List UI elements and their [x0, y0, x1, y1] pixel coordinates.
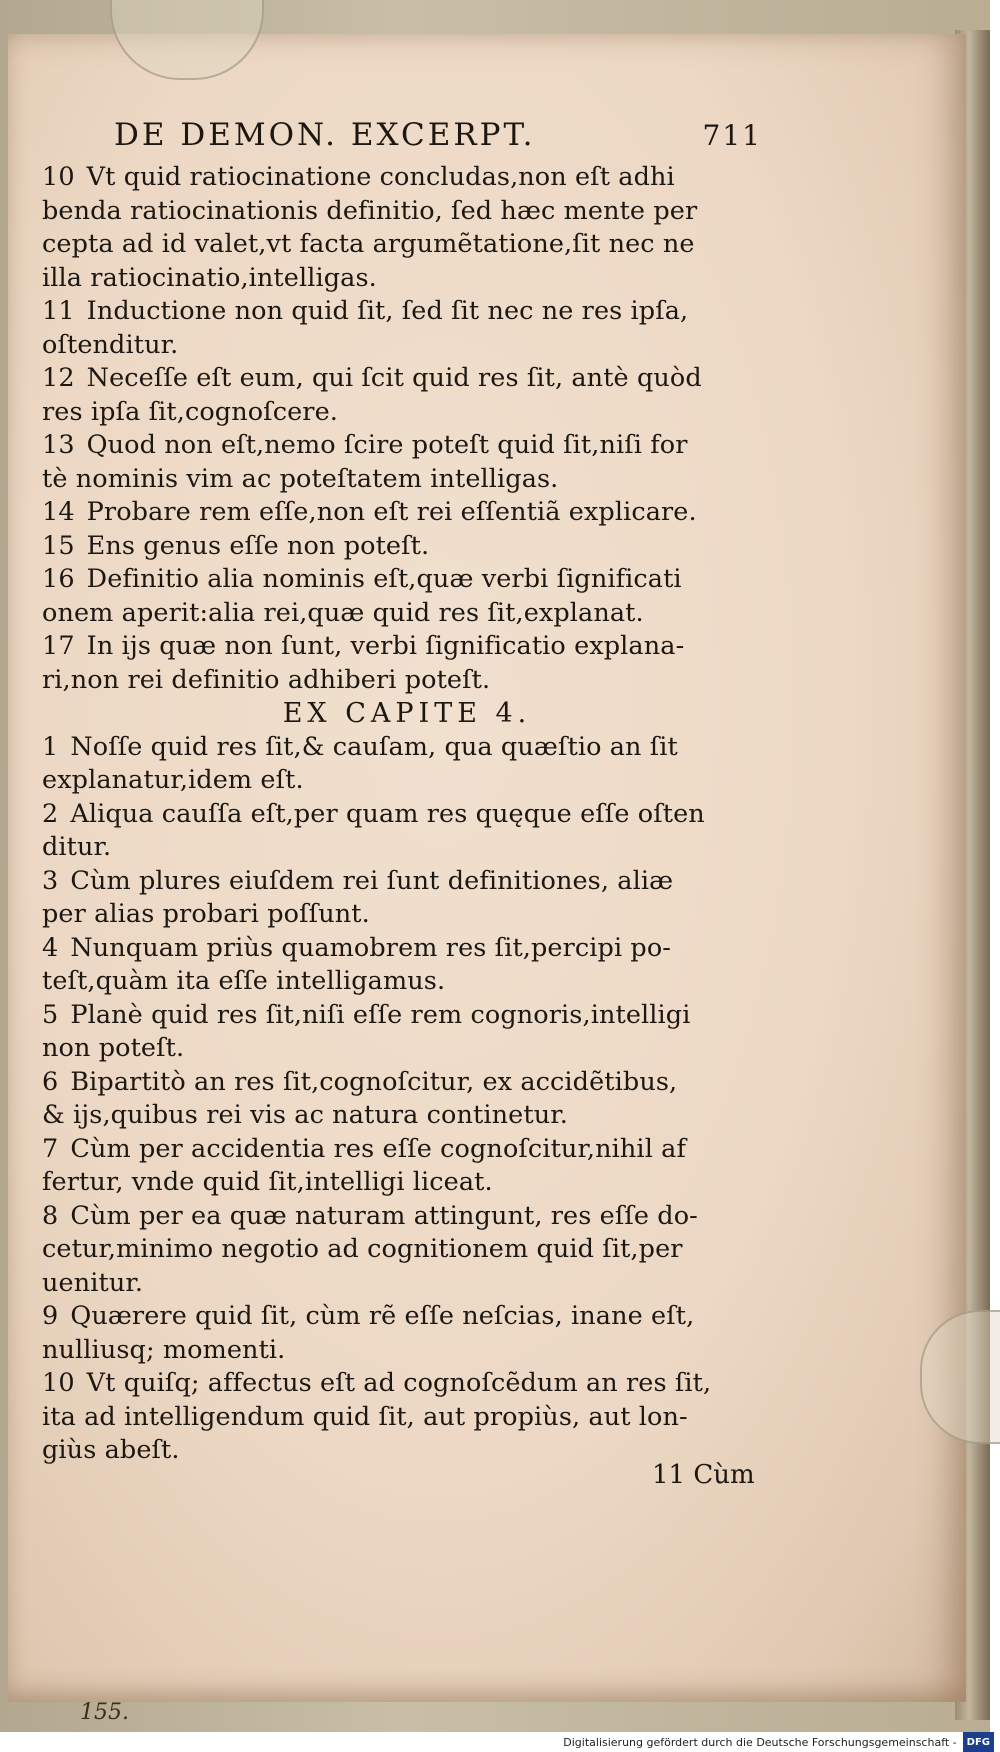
item-number: 4 — [42, 932, 59, 963]
text-line — [42, 295, 762, 329]
section-heading: EX CAPITE 4. — [282, 698, 532, 729]
item-number: 1 — [42, 731, 59, 762]
text-line — [42, 195, 762, 229]
line-text: Cùm per ea quæ naturam attingunt, res eſſe do- — [70, 1200, 698, 1231]
line-text: Neceſſe eſt eum, qui ſcit quid res ſit, antè quòd — [86, 363, 702, 393]
text-line — [42, 1233, 762, 1267]
line-text: cetur,minimo negotio ad cognitionem quid ſit,per — [42, 1234, 683, 1264]
line-text: teſt,quàm ita eſſe intelligamus. — [42, 966, 446, 996]
line-text: Cùm per accidentia res eſſe cognoſcitur,nihil af — [70, 1133, 686, 1164]
text-line — [42, 1367, 762, 1401]
text-line — [42, 563, 762, 597]
text-line — [42, 664, 762, 698]
item-number: 8 — [42, 1200, 59, 1231]
text-line — [42, 1032, 762, 1066]
text-line — [42, 865, 762, 899]
text-line — [42, 898, 762, 932]
line-text: In ijs quæ non ſunt, verbi ſignificatio explana- — [86, 631, 685, 661]
item-number: 10 — [42, 1368, 75, 1398]
line-text: Bipartitò an res ſit,cognoſcitur, ex accidẽtibus, — [70, 1066, 678, 1097]
line-text: Cùm plures eiuſdem rei ſunt definitiones, aliæ — [70, 865, 674, 896]
text-line — [42, 1200, 762, 1234]
item-number: 2 — [42, 798, 59, 829]
text-line — [42, 1133, 762, 1167]
item-number: 16 — [42, 564, 75, 594]
running-title: DE DEMON. EXCERPT. — [114, 117, 536, 153]
line-text: onem aperit:alia rei,quæ quid res ſit,explanat. — [42, 597, 644, 628]
line-text: ditur. — [42, 832, 112, 862]
line-text: cepta ad id valet,vt facta argumẽtatione,ſit nec ne — [42, 229, 695, 259]
text-line — [42, 597, 762, 631]
item-number: 3 — [42, 865, 59, 896]
line-text: fertur, vnde quid ſit,intelligi liceat. — [42, 1167, 493, 1197]
text-line — [42, 161, 762, 195]
item-number: 6 — [42, 1066, 59, 1097]
line-text: illa ratiocinatio,intelligas. — [42, 262, 377, 293]
line-text: ita ad intelligendum quid ſit, aut propiùs, aut lon- — [42, 1401, 688, 1432]
line-text: non poteſt. — [42, 1033, 185, 1063]
line-text: ri,non rei definitio adhiberi poteſt. — [42, 664, 491, 695]
text-line — [42, 798, 762, 832]
page-number: 711 — [702, 119, 762, 152]
text-line — [42, 731, 762, 765]
item-number: 15 — [42, 530, 75, 561]
text-line — [42, 1166, 762, 1200]
bottom-mark: 155. — [80, 1700, 129, 1725]
item-number: 14 — [42, 497, 75, 527]
line-text: Probare rem eſſe,non eſt rei eſſentiã explicare. — [86, 497, 697, 527]
text-line — [42, 831, 762, 865]
text-line — [42, 932, 762, 966]
line-text: nulliusq; momenti. — [42, 1334, 286, 1365]
text-line — [42, 1267, 762, 1301]
text-line — [42, 1334, 762, 1368]
line-text: Nunquam priùs quamobrem res ſit,percipi po- — [70, 932, 672, 963]
line-text: Quod non eſt,nemo ſcire poteſt quid ſit,niſi for — [86, 430, 688, 460]
line-text: Definitio alia nominis eſt,quæ verbi ſignificati — [86, 564, 682, 594]
line-text: res ipſa ſit,cognoſcere. — [42, 396, 338, 427]
item-number: 12 — [42, 363, 75, 393]
item-number: 7 — [42, 1133, 59, 1164]
line-text: Quærere quid ſit, cùm rẽ eſſe neſcias, inane eſt, — [70, 1301, 695, 1331]
credit-text: Digitalisierung gefördert durch die Deutsche Forschungsgemeinschaft - — [563, 1736, 957, 1749]
line-text: per alias probari poſſunt. — [42, 899, 370, 929]
page-text — [42, 110, 762, 1468]
item-number: 17 — [42, 631, 75, 661]
line-text: Planè quid res ſit,niſi eſſe rem cognoris,intelligi — [70, 999, 691, 1030]
item-number: 9 — [42, 1301, 59, 1331]
catchword: 11 Cùm — [652, 1460, 755, 1490]
digitization-credit — [0, 1732, 1000, 1752]
text-line — [42, 429, 762, 463]
running-header — [114, 110, 762, 161]
line-text: Vt quid ratiocinatione concludas,non eſt adhi — [86, 162, 675, 192]
line-text: tè nominis vim ac poteſtatem intelligas. — [42, 463, 559, 494]
text-line — [42, 228, 762, 262]
item-number: 11 — [42, 296, 75, 326]
text-line — [42, 1099, 762, 1133]
text-line — [42, 362, 762, 396]
text-line — [42, 1401, 762, 1435]
line-text: giùs abeſt. — [42, 1435, 180, 1465]
text-line — [42, 496, 762, 530]
text-line — [42, 530, 762, 564]
text-line — [42, 329, 762, 363]
dfg-logo: DFG — [963, 1732, 994, 1752]
line-text: Ens genus eſſe non poteſt. — [86, 530, 430, 561]
line-text: Aliqua cauſſa eſt,per quam res quęque eſſe oſten — [70, 798, 705, 829]
line-text: Noſſe quid res ſit,& cauſam, qua quæſtio an ſit — [70, 731, 678, 762]
line-text: benda ratiocinationis definitio, ſed hæc mente per — [42, 195, 698, 226]
text-line — [42, 999, 762, 1033]
text-line — [42, 764, 762, 798]
item-number: 13 — [42, 430, 75, 460]
line-text: Inductione non quid ſit, ſed ſit nec ne res ipſa, — [86, 296, 689, 326]
item-number: 5 — [42, 999, 59, 1030]
text-lines-group-2 — [42, 731, 762, 1468]
line-text: uenitur. — [42, 1267, 144, 1298]
text-line — [42, 396, 762, 430]
line-text: Vt quiſq; affectus eſt ad cognoſcẽdum an res ſit, — [86, 1368, 712, 1398]
text-line — [42, 463, 762, 497]
line-text: explanatur,idem eſt. — [42, 765, 304, 795]
text-line — [42, 262, 762, 296]
text-lines-group-1 — [42, 161, 762, 697]
item-number: 10 — [42, 162, 75, 192]
text-line — [42, 1300, 762, 1334]
line-text: & ijs,quibus rei vis ac natura continetur. — [42, 1100, 568, 1130]
text-line — [42, 965, 762, 999]
text-line — [42, 1066, 762, 1100]
line-text: oſtenditur. — [42, 329, 179, 360]
text-line — [42, 630, 762, 664]
